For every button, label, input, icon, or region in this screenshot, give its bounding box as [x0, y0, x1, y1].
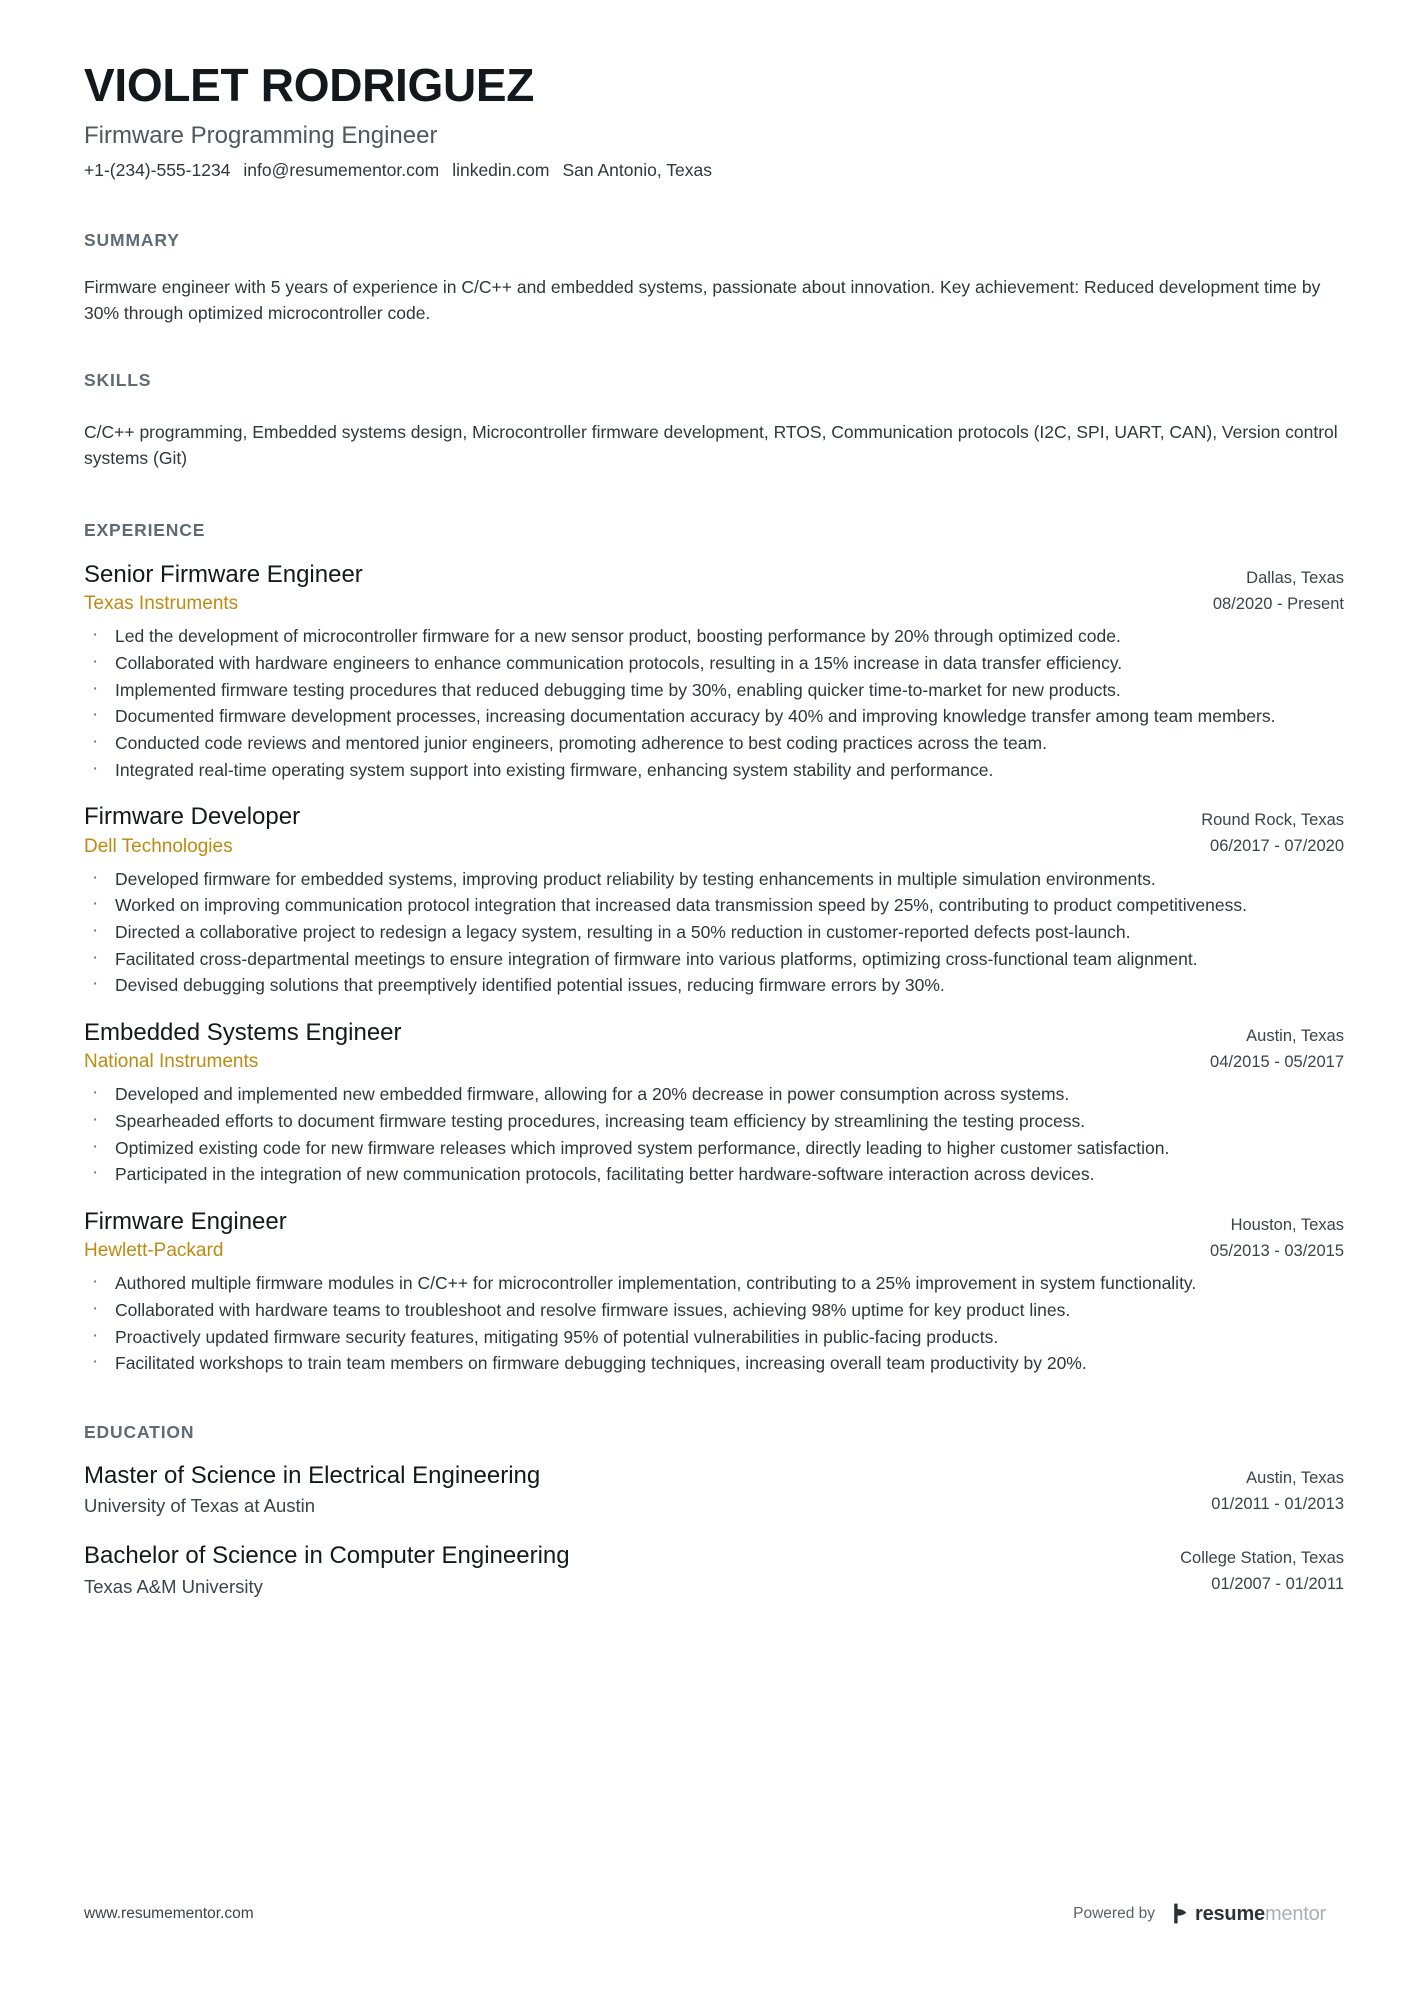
education-entry-header [84, 1461, 1344, 1519]
education-location: College Station, Texas [1180, 1549, 1344, 1568]
experience-company: National Instruments [84, 1051, 259, 1073]
experience-bullet: · Devised debugging solutions that preemptively identified potential issues, reducing firmware errors by 30%. [84, 973, 1344, 999]
experience-bullet: · Facilitated cross-departmental meetings to ensure integration of firmware into various platforms, optimizing cross-functional team alignment. [84, 947, 1344, 973]
experience-entry-meta [1210, 1018, 1344, 1075]
experience-entry [84, 1018, 1344, 1188]
experience-role: Firmware Developer [84, 803, 301, 831]
education-degree: Master of Science in Electrical Engineering [84, 1462, 541, 1490]
experience-bullet: · Integrated real-time operating system support into existing firmware, enhancing system stability and performance. [84, 758, 1344, 784]
experience-bullet: · Conducted code reviews and mentored junior engineers, promoting adherence to best coding practices across the team. [84, 731, 1344, 757]
experience-bullet-list [84, 1271, 1344, 1377]
resume-content [84, 0, 1344, 1600]
experience-bullet: · Developed firmware for embedded systems, improving product reliability by testing enhancements in multiple simulation environments. [84, 867, 1344, 893]
experience-role: Firmware Engineer [84, 1208, 287, 1236]
experience-dates: 06/2017 - 07/2020 [1210, 837, 1344, 855]
resume-header [84, 0, 1344, 183]
experience-bullet-list [84, 867, 1344, 1000]
experience-bullet: · Authored multiple firmware modules in C/C++ for microcontroller implementation, contributing to a 25% improvement in system functionality. [84, 1271, 1344, 1297]
education-list [84, 1461, 1344, 1599]
experience-company: Texas Instruments [84, 593, 239, 615]
skills-section [84, 370, 1344, 472]
experience-entry-left [84, 802, 1201, 859]
experience-dates: 04/2015 - 05/2017 [1210, 1052, 1344, 1071]
experience-entry-header [84, 1207, 1344, 1264]
education-school: Texas A&M University [84, 1575, 263, 1597]
experience-bullet: · Implemented firmware testing procedures that reduced debugging time by 30%, enabling quicker time-to-market for new products. [84, 678, 1344, 704]
experience-bullet-list [84, 1082, 1344, 1188]
contact-email[interactable]: info@resumementor.com [243, 160, 440, 180]
brand-word-mentor: mentor [1264, 1902, 1326, 1925]
education-entry-header [84, 1541, 1344, 1599]
contact-location: San Antonio, Texas [562, 160, 712, 180]
experience-entry [84, 802, 1344, 999]
experience-entry [84, 560, 1344, 783]
footer-branding [1073, 1903, 1326, 1924]
education-dates: 01/2011 - 01/2013 [1211, 1494, 1344, 1513]
experience-section [84, 520, 1344, 1377]
experience-bullet: · Collaborated with hardware teams to troubleshoot and resolve firmware issues, achieving 98% uptime for key product lines. [84, 1298, 1344, 1324]
experience-bullet: · Developed and implemented new embedded firmware, allowing for a 20% decrease in power consumption across systems. [84, 1082, 1344, 1108]
education-section [84, 1422, 1344, 1599]
education-entry-meta [1211, 1461, 1344, 1517]
experience-company: Hewlett-Packard [84, 1240, 224, 1262]
experience-entry-header [84, 802, 1344, 859]
experience-entry-meta [1213, 560, 1344, 617]
education-entry [84, 1541, 1344, 1599]
candidate-name: VIOLET RODRIGUEZ [84, 59, 535, 111]
summary-text: Firmware engineer with 5 years of experience in C/C++ and embedded systems, passionate about innovation. Key achievement: Reduced development time by 30% through optimized microcontroller code. [84, 276, 1321, 324]
education-degree: Bachelor of Science in Computer Engineering [84, 1542, 570, 1570]
experience-entry-meta [1210, 1207, 1344, 1264]
contact-linkedin[interactable]: linkedin.com [452, 160, 550, 180]
experience-entry-left [84, 1018, 1210, 1075]
experience-bullet: · Collaborated with hardware engineers to enhance communication protocols, resulting in a 15% increase in data transfer efficiency. [84, 651, 1344, 677]
experience-heading: EXPERIENCE [84, 520, 206, 540]
skills-heading: SKILLS [84, 369, 152, 390]
experience-dates: 08/2020 - Present [1212, 594, 1344, 613]
experience-location: Houston, Texas [1230, 1216, 1344, 1235]
page-footer [84, 1903, 1326, 1924]
brand-word-resume: resume [1195, 1902, 1265, 1925]
experience-bullet: · Spearheaded efforts to document firmware testing procedures, increasing team efficiency by streamlining the testing process. [84, 1109, 1344, 1135]
experience-entry-header [84, 1018, 1344, 1075]
experience-bullet-list [84, 624, 1344, 783]
experience-role: Embedded Systems Engineer [84, 1019, 402, 1047]
skills-text: C/C++ programming, Embedded systems design, Microcontroller firmware development, RTOS, Communication protocols (I2C, SPI, UART, CAN), Version control systems (Git) [84, 421, 1338, 469]
footer-website-url[interactable]: www.resumementor.com [84, 1904, 254, 1922]
experience-list [84, 560, 1344, 1377]
experience-bullet: · Documented firmware development processes, increasing documentation accuracy by 40% and improving knowledge transfer among team members. [84, 704, 1344, 730]
contact-phone: +1-(234)-555-1234 [84, 160, 231, 180]
education-school: University of Texas at Austin [84, 1495, 316, 1517]
education-heading: EDUCATION [84, 1422, 195, 1443]
summary-section [84, 230, 1344, 327]
experience-role: Senior Firmware Engineer [84, 561, 363, 588]
experience-location: Round Rock, Texas [1201, 811, 1344, 830]
education-location: Austin, Texas [1246, 1469, 1344, 1488]
experience-bullet: · Optimized existing code for new firmware releases which improved system performance, directly leading to higher customer satisfaction. [84, 1136, 1344, 1162]
experience-entry-left [84, 560, 1213, 617]
experience-bullet: · Proactively updated firmware security features, mitigating 95% of potential vulnerabilities in public-facing products. [84, 1325, 1344, 1351]
powered-by-label: Powered by [1073, 1904, 1155, 1922]
education-entry-meta [1180, 1541, 1344, 1597]
education-entry [84, 1461, 1344, 1519]
education-entry-left [84, 1541, 1180, 1599]
experience-entry-left [84, 1207, 1210, 1264]
education-dates: 01/2007 - 01/2011 [1211, 1574, 1344, 1593]
education-entry-left [84, 1461, 1211, 1519]
experience-entry-meta [1201, 802, 1344, 859]
resumementor-wordmark [1195, 1904, 1326, 1924]
experience-dates: 05/2013 - 03/2015 [1210, 1241, 1344, 1260]
experience-bullet: · Worked on improving communication protocol integration that increased data transmission speed by 25%, contributing to product competitiveness. [84, 893, 1344, 919]
experience-bullet: · Directed a collaborative project to redesign a legacy system, resulting in a 50% reduction in customer-reported defects post-launch. [84, 920, 1344, 946]
experience-location: Dallas, Texas [1246, 569, 1344, 587]
experience-entry [84, 1207, 1344, 1377]
experience-bullet: · Participated in the integration of new communication protocols, facilitating better hardware-software interaction across devices. [84, 1162, 1344, 1188]
experience-bullet: · Led the development of microcontroller firmware for a new sensor product, boosting performance by 20% through optimized code. [84, 624, 1344, 650]
resumementor-flag-icon [1173, 1903, 1188, 1924]
resumementor-logo[interactable] [1173, 1903, 1326, 1924]
experience-bullet: · Facilitated workshops to train team members on firmware debugging techniques, increasing overall team productivity by 20%. [84, 1351, 1344, 1377]
experience-location: Austin, Texas [1246, 1027, 1344, 1046]
experience-company: Dell Technologies [84, 835, 233, 857]
candidate-job-title: Firmware Programming Engineer [84, 122, 438, 149]
experience-entry-header [84, 560, 1344, 617]
contact-line [84, 159, 1344, 183]
summary-heading: SUMMARY [84, 229, 180, 250]
